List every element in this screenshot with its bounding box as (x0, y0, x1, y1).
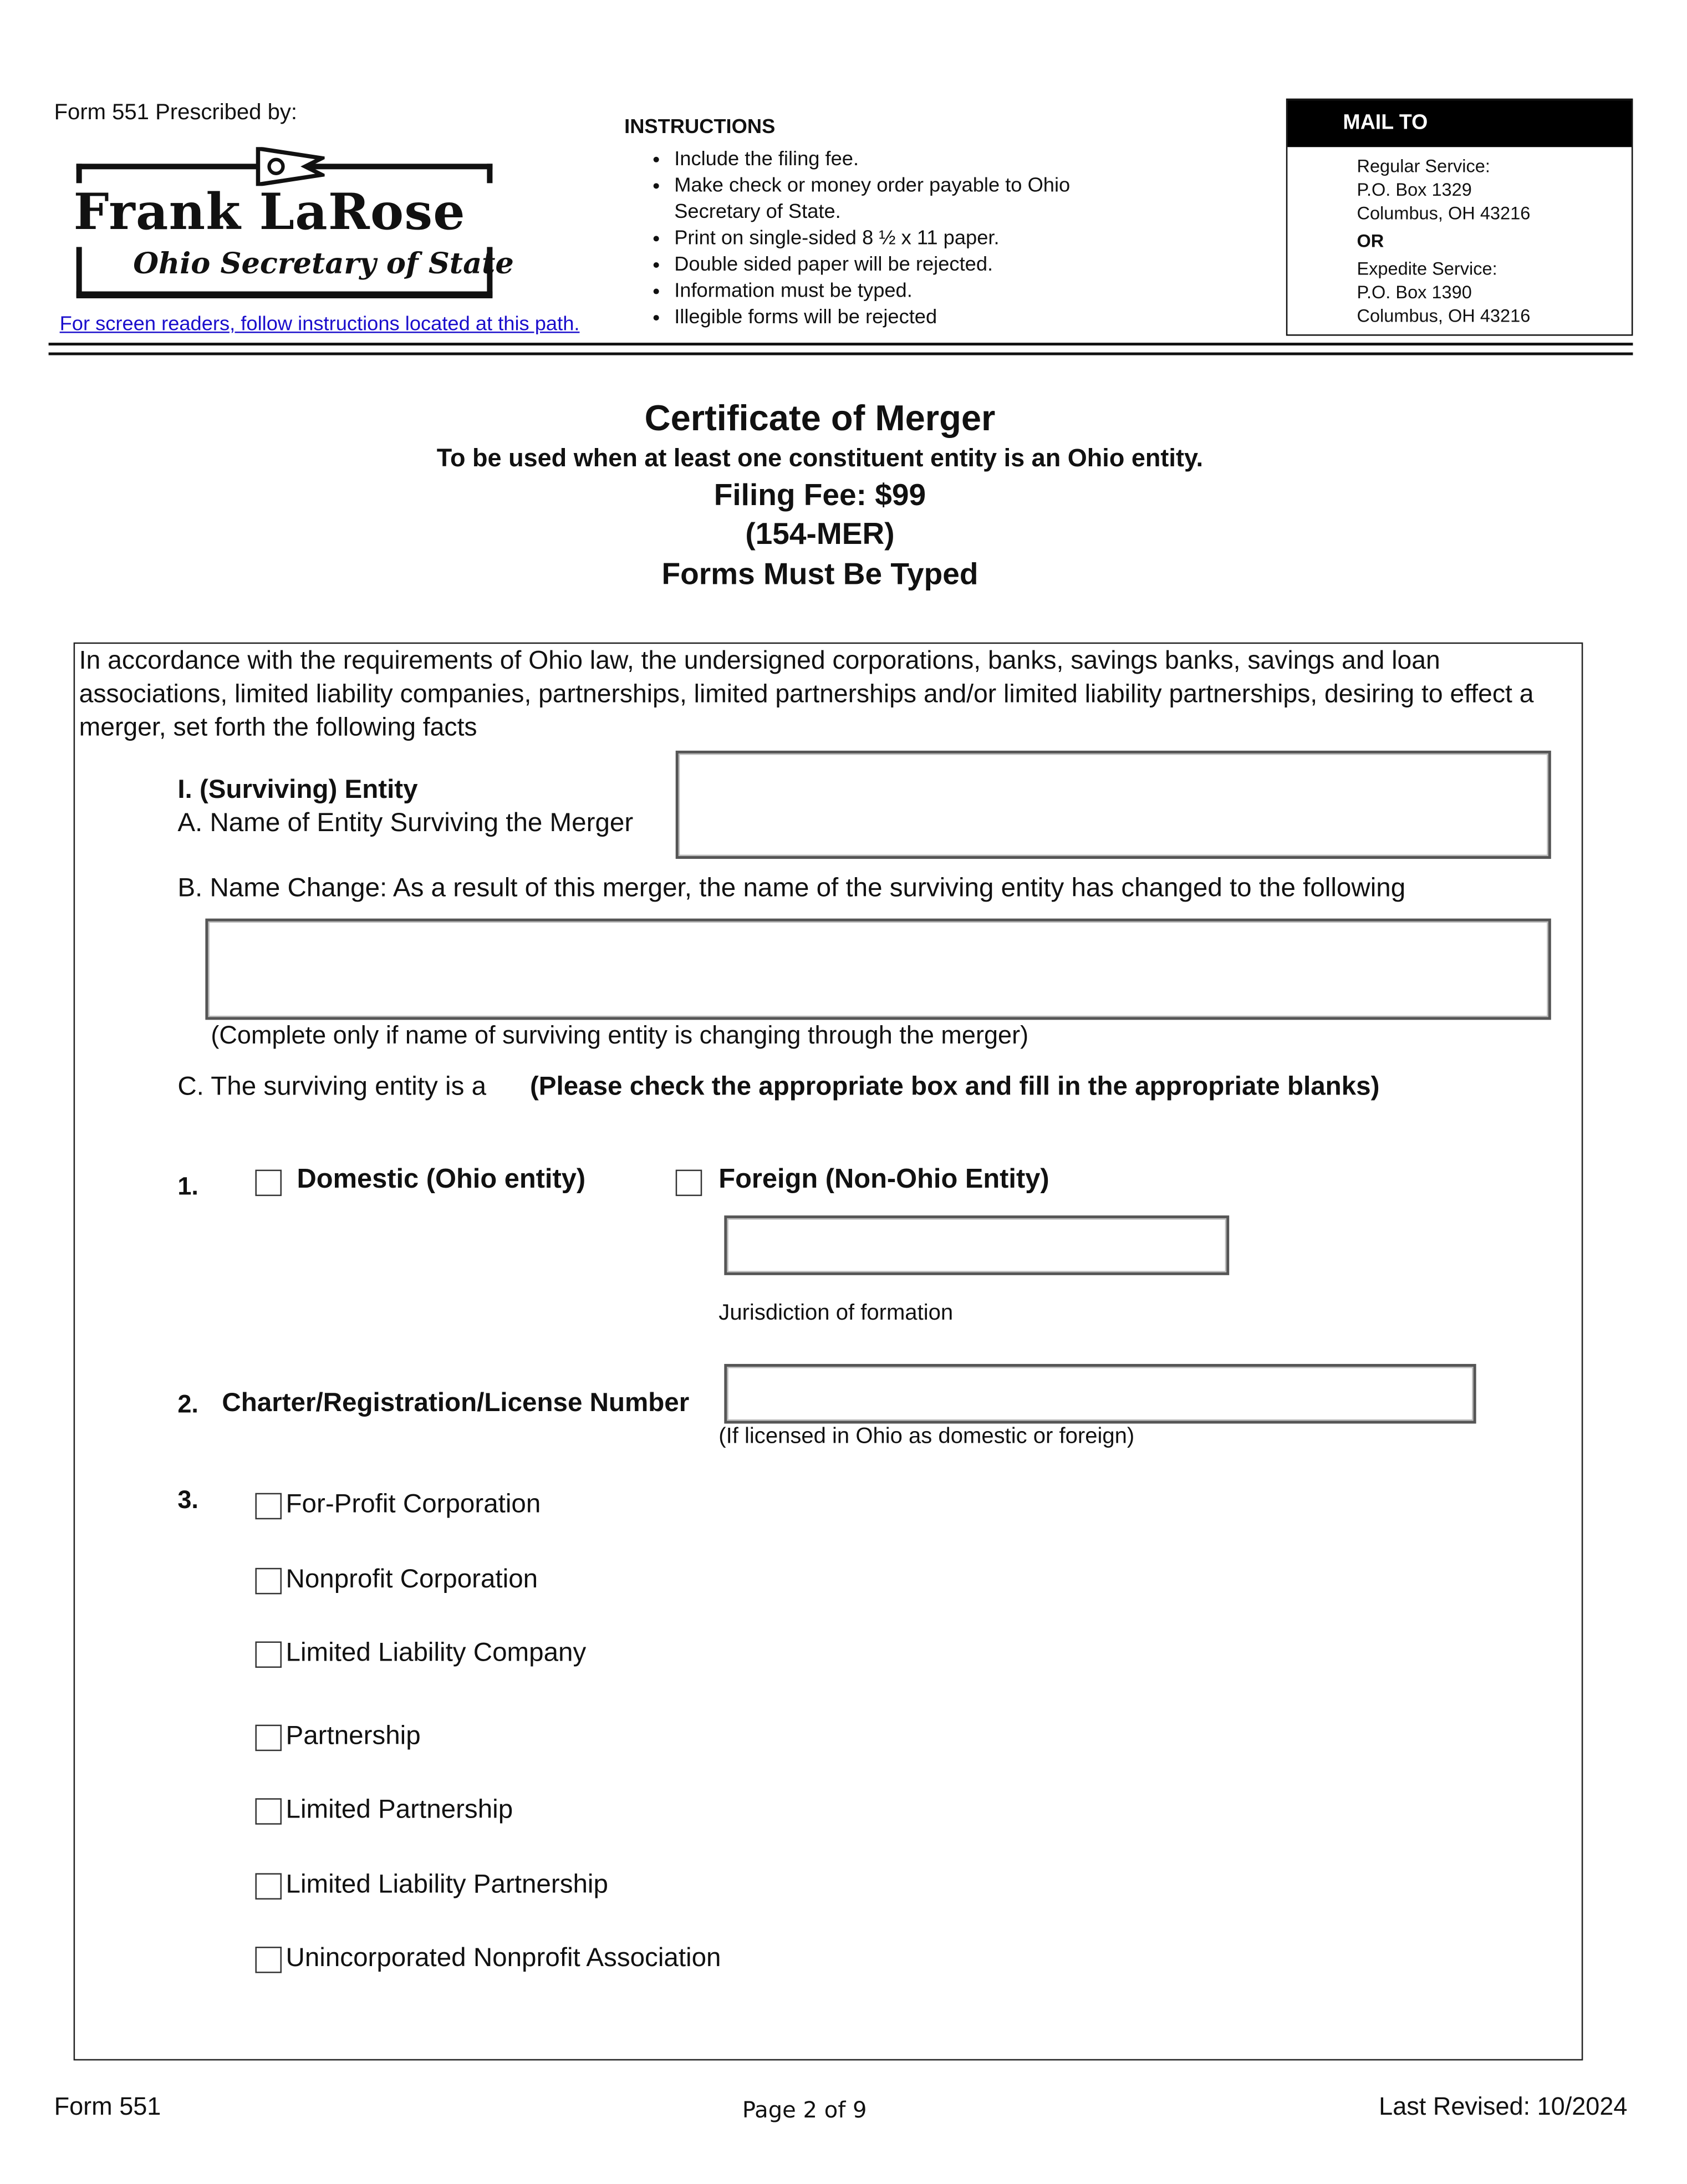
footer-form-number: Form 551 (54, 2092, 161, 2120)
or-label: OR (1357, 230, 1384, 251)
section-title: I. (Surviving) Entity (177, 775, 418, 805)
form-code: (154-MER) (745, 516, 895, 551)
intro-paragraph: In accordance with the requirements of Ohio law, the undersigned corporations, banks, savings banks, savings and loan associations, limited liability companies, partnerships, limited partnerships and/or limited liability partnerships, desiring to effect a merger, set forth the following facts (79, 645, 1534, 741)
expedite-po-box: P.O. Box 1390 (1357, 282, 1472, 303)
option-label: Nonprofit Corporation (286, 1565, 538, 1595)
logo-name: Frank LaRose (73, 183, 466, 242)
new-name-field[interactable] (205, 919, 1551, 1020)
charter-label: Charter/Registration/License Number (222, 1389, 690, 1418)
prescribed-by: Form 551 Prescribed by: (54, 101, 298, 125)
checkbox[interactable] (255, 1947, 282, 1973)
entity-type-label: C. The surviving entity is a (177, 1072, 487, 1102)
regular-po-box: P.O. Box 1329 (1357, 179, 1472, 200)
entity-type-instruction: (Please check the appropriate box and fill in the appropriate blanks) (529, 1072, 1380, 1102)
checkbox[interactable] (255, 1493, 282, 1520)
ohio-flag-icon (252, 147, 324, 186)
name-change-note: (Complete only if name of surviving entity is changing through the merger) (211, 1021, 1029, 1049)
instruction-item: • Print on single-sided 8 ½ x 11 paper. (674, 226, 1077, 253)
item-2-number: 2. (177, 1390, 198, 1418)
page-number: Page 2 of 9 (742, 2096, 867, 2123)
instructions-list (649, 147, 1077, 332)
charter-note: (If licensed in Ohio as domestic or foreign) (718, 1425, 1135, 1449)
checkbox[interactable] (255, 1873, 282, 1900)
header-divider (49, 353, 1633, 355)
jurisdiction-field[interactable] (724, 1215, 1229, 1275)
mail-to-box (1286, 99, 1633, 336)
option-label: Limited Liability Company (286, 1638, 587, 1668)
checkbox[interactable] (255, 1725, 282, 1752)
domestic-checkbox[interactable] (255, 1170, 282, 1197)
mail-to-title: MAIL TO (1287, 100, 1632, 147)
option-label: Limited Partnership (286, 1795, 513, 1825)
item-3-number: 3. (177, 1486, 198, 1514)
form-title: Certificate of Merger (644, 396, 996, 439)
instruction-item: • Include the filing fee. (674, 147, 1077, 174)
instruction-item: • Make check or money order payable to Ohio Secretary of State. (674, 174, 1077, 226)
checkbox[interactable] (255, 1798, 282, 1825)
header-divider (49, 343, 1633, 345)
foreign-checkbox[interactable] (676, 1170, 702, 1197)
form-subtitle: To be used when at least one constituent entity is an Ohio entity. (436, 444, 1204, 472)
charter-number-field[interactable] (724, 1364, 1476, 1424)
instruction-item: • Double sided paper will be rejected. (674, 252, 1077, 279)
logo-subtitle: Ohio Secretary of State (133, 245, 514, 281)
surviving-name-label: A. Name of Entity Surviving the Merger (177, 808, 634, 838)
expedite-service-label: Expedite Service: (1357, 258, 1497, 279)
item-1-number: 1. (177, 1172, 198, 1200)
option-label: Unincorporated Nonprofit Association (286, 1944, 721, 1973)
instruction-item: • Illegible forms will be rejected (674, 306, 1077, 332)
expedite-city: Columbus, OH 43216 (1357, 305, 1531, 327)
surviving-entity-name-field[interactable] (676, 751, 1551, 859)
screen-reader-link[interactable]: For screen readers, follow instructions located at this path. (59, 313, 580, 336)
name-change-label: B. Name Change: As a result of this merger, the name of the surviving entity has changed to the following (177, 874, 1406, 904)
domestic-label: Domestic (Ohio entity) (297, 1164, 586, 1195)
regular-service-label: Regular Service: (1357, 155, 1490, 176)
checkbox[interactable] (255, 1568, 282, 1595)
instruction-item: • Information must be typed. (674, 279, 1077, 306)
option-label: Limited Liability Partnership (286, 1870, 608, 1900)
checkbox[interactable] (255, 1641, 282, 1668)
instructions-title: INSTRUCTIONS (624, 116, 776, 139)
filing-fee: Filing Fee: $99 (713, 477, 926, 512)
forms-must-be-typed: Forms Must Be Typed (661, 556, 978, 592)
regular-city: Columbus, OH 43216 (1357, 202, 1531, 223)
last-revised: Last Revised: 10/2024 (1379, 2092, 1628, 2120)
jurisdiction-label: Jurisdiction of formation (718, 1301, 954, 1325)
option-label: For-Profit Corporation (286, 1490, 541, 1520)
option-label: Partnership (286, 1722, 421, 1752)
foreign-label: Foreign (Non-Ohio Entity) (718, 1164, 1049, 1195)
